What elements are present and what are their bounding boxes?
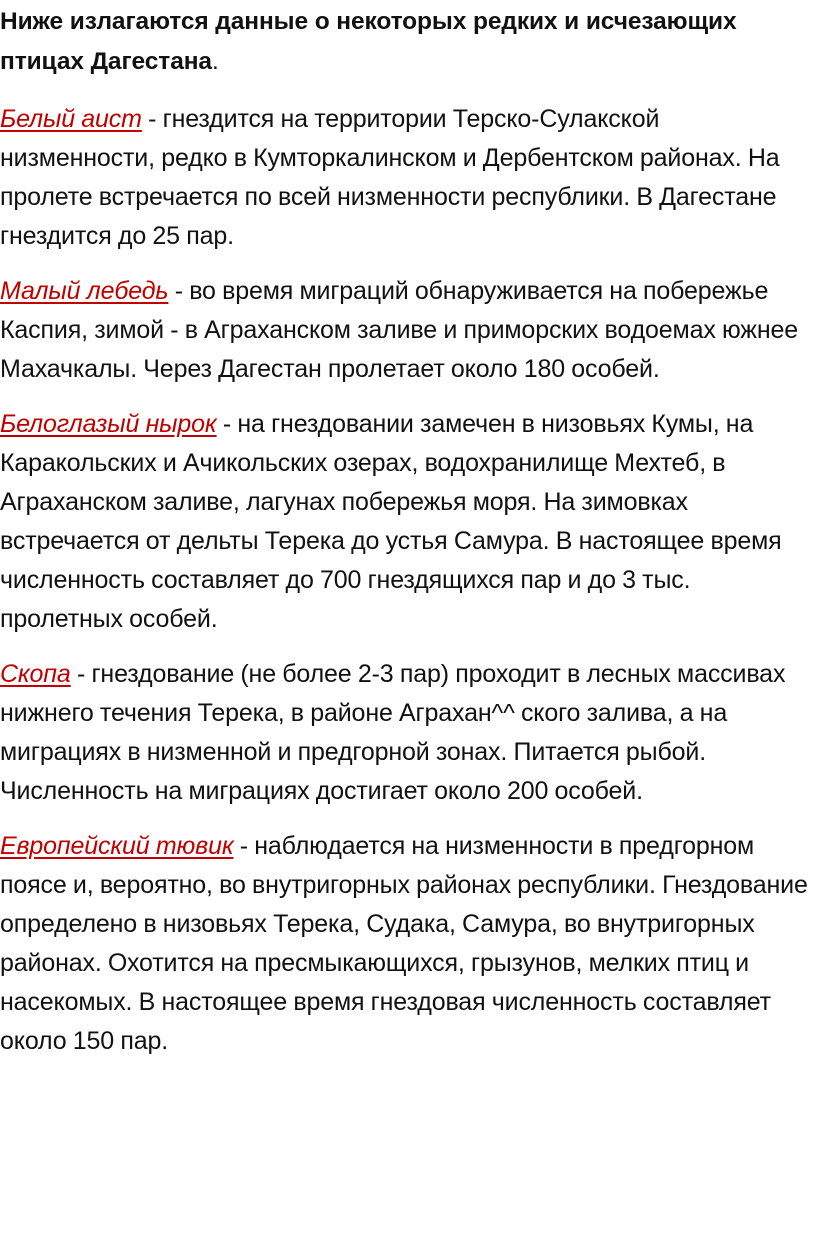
species-paragraph-ferruginous-duck bbox=[0, 405, 812, 639]
species-paragraph-levant-sparrowhawk bbox=[0, 827, 812, 1061]
species-description: - гнездование (не более 2-3 пар) проходит в лесных массивах нижнего течения Терека, в районе Аграхан^^ ского залива, а на миграциях в низменной и предгорной зонах. Питается рыбой. Численность на миграциях достигает около 200 особей. bbox=[0, 660, 786, 805]
species-description: - наблюдается на низменности в предгорном поясе и, вероятно, во внутригорных районах республики. Гнездование определено в низовьях Терека, Судака, Самура, во внутригорных районах. Охотится на пресмыкающихся, грызунов, мелких птиц и насекомых. В настоящее время гнездовая численность составляет около 150 пар. bbox=[0, 832, 808, 1055]
intro-period: . bbox=[211, 48, 219, 75]
species-link-levant-sparrowhawk[interactable]: Европейский тювик bbox=[0, 832, 234, 860]
species-link-ferruginous-duck[interactable]: Белоглазый нырок bbox=[0, 410, 217, 438]
species-paragraph-white-stork bbox=[0, 100, 812, 256]
species-link-white-stork[interactable]: Белый аист bbox=[0, 105, 142, 133]
species-description: - на гнездовании замечен в низовьях Кумы, на Каракольских и Ачикольских озерах, водохранилище Мехтеб, в Аграханском заливе, лагунах побережья моря. На зимовках встречается от дельты Терека до устья Самура. В настоящее время численность составляет до 700 гнездящихся пар и до 3 тыс. пролетных особей. bbox=[0, 410, 782, 633]
species-description: - гнездится на территории Терско-Сулакской низменности, редко в Кумторкалинском и Дербентском районах. На пролете встречается по всей низменности республики. В Дагестане гнездится до 25 пар. bbox=[0, 105, 780, 250]
intro-heading: Ниже излагаются данные о некоторых редких и исчезающих птицах Дагестана bbox=[0, 8, 737, 75]
species-paragraph-osprey bbox=[0, 655, 812, 811]
species-paragraph-tundra-swan bbox=[0, 272, 812, 389]
intro-paragraph bbox=[0, 2, 812, 82]
species-link-osprey[interactable]: Скопа bbox=[0, 660, 71, 688]
species-link-tundra-swan[interactable]: Малый лебедь bbox=[0, 277, 169, 305]
species-description: - во время миграций обнаруживается на побережье Каспия, зимой - в Аграханском заливе и приморских водоемах южнее Махачкалы. Через Дагестан пролетает около 180 особей. bbox=[0, 277, 799, 383]
